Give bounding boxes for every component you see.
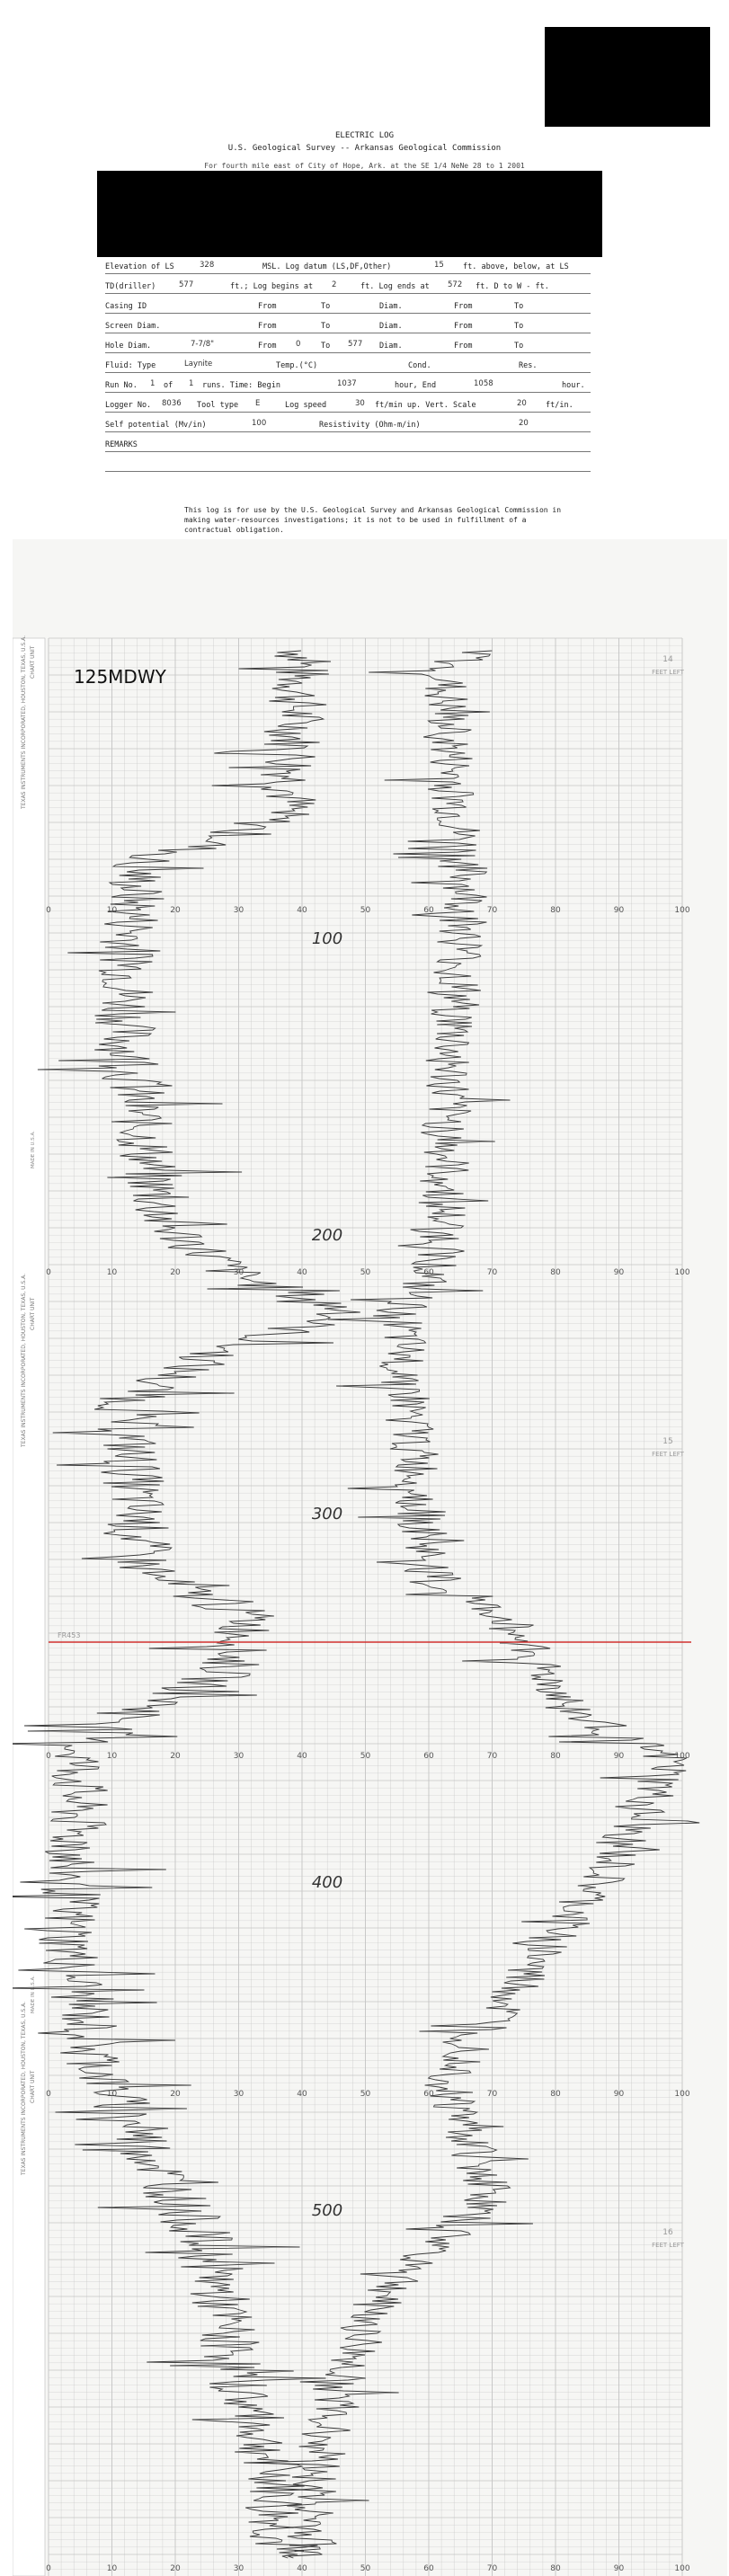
sp-value: 100	[252, 419, 267, 428]
scale-label: 70	[486, 1752, 498, 1761]
redaction-box-header	[97, 171, 602, 257]
brand-text: TEXAS INSTRUMENTS INCORPORATED, HOUSTON, TEXAS, U.S.A.	[21, 1274, 27, 1447]
form-row-logger	[105, 401, 591, 414]
of-label: of	[164, 381, 173, 390]
form-row-elevation	[105, 262, 591, 276]
temp-label: Temp.(°C)	[276, 361, 318, 370]
form-row-screen	[105, 322, 591, 335]
scale-label: 40	[297, 1752, 307, 1761]
screen-from2-label: From	[454, 322, 473, 331]
remarks-label: REMARKS	[105, 440, 138, 449]
hole-from-value: 0	[296, 340, 301, 349]
scale-label: 10	[106, 906, 118, 915]
scale-label: 90	[613, 906, 625, 915]
depth-label: 100	[311, 929, 343, 948]
scale-label: 40	[297, 906, 307, 915]
made-in-text: MADE IN U.S.A.	[31, 1976, 36, 2013]
scale-label: 0	[46, 2090, 51, 2099]
hole-to-label: To	[321, 342, 331, 351]
form-row-run	[105, 381, 591, 395]
run-label: Run No.	[105, 381, 138, 390]
depth-label: 300	[311, 1505, 343, 1523]
td-label: TD(driller)	[105, 282, 156, 291]
header-location: For fourth mile east of City of Hope, Ark. at the SE 1/4 NeNe 28 to 1 2001	[204, 162, 525, 170]
hole-to-value: 577	[348, 340, 363, 349]
resist-label: Resistivity (Ohm-m/in)	[319, 421, 421, 430]
hole-from2-label: From	[454, 342, 473, 351]
scale-label: 70	[486, 2090, 498, 2099]
scale-label: 70	[486, 906, 498, 915]
scale-label: 0	[46, 1752, 51, 1761]
scale-label: 40	[297, 2090, 307, 2099]
vscale-value: 20	[517, 399, 527, 408]
scale-label: 0	[46, 1268, 51, 1277]
speed-value: 30	[355, 399, 365, 408]
scale-label: 90	[613, 1268, 625, 1277]
scale-label: 70	[486, 2564, 498, 2573]
log-chart-strip	[13, 539, 727, 2576]
header-title: ELECTRIC LOG	[334, 131, 395, 140]
scale-label: 60	[423, 1268, 434, 1277]
scale-label: 100	[674, 2090, 690, 2099]
marker-text: FR453	[58, 1631, 81, 1639]
scale-label: 80	[550, 2090, 561, 2099]
usage-note: This log is for use by the U.S. Geological Survey and Arkansas Geological Commission in making water-resources investigations; it is not to be used in fulfillment of a contractual obligation.	[184, 506, 562, 534]
feet-left-number: 14	[662, 655, 673, 664]
speed-suffix: ft/min up. Vert. Scale	[375, 401, 476, 410]
screen-label: Screen Diam.	[105, 322, 161, 331]
runs-value: 1	[189, 379, 194, 388]
cond-label: Cond.	[408, 361, 431, 370]
scale-label: 20	[170, 906, 181, 915]
casing-to-label: To	[321, 302, 331, 311]
feet-left-label: FEET LEFT	[652, 2242, 684, 2249]
scale-label: 80	[550, 2564, 561, 2573]
brand-text: TEXAS INSTRUMENTS INCORPORATED, HOUSTON, TEXAS, U.S.A.	[21, 2002, 27, 2175]
scale-label: 100	[674, 2564, 690, 2573]
screen-to-label: To	[321, 322, 331, 331]
scale-label: 60	[423, 906, 434, 915]
hole-label: Hole Diam.	[105, 342, 152, 351]
td-value: 577	[179, 280, 194, 289]
scale-label: 30	[233, 1268, 244, 1277]
tool-label: Tool type	[197, 401, 239, 410]
brand-text: TEXAS INSTRUMENTS INCORPORATED, HOUSTON, TEXAS, U.S.A.	[21, 635, 27, 809]
datum-suffix: ft. above, below, at LS	[463, 262, 569, 271]
scale-label: 60	[423, 2564, 434, 2573]
scale-label: 20	[170, 2090, 181, 2099]
elevation-label: Elevation of LS	[105, 262, 174, 271]
scale-label: 30	[233, 906, 244, 915]
scale-label: 20	[170, 1752, 181, 1761]
scale-label: 100	[674, 1752, 690, 1761]
hole-value: 7-7/8"	[191, 340, 215, 349]
scale-label: 80	[550, 906, 561, 915]
form-row-fluid	[105, 361, 591, 375]
log-ends-suffix: ft. D to W - ft.	[476, 282, 549, 291]
scale-label: 50	[360, 2090, 371, 2099]
depth-label: 200	[311, 1226, 343, 1245]
runs-suffix: runs. Time: Begin	[202, 381, 280, 390]
scale-label: 40	[297, 2564, 307, 2573]
scale-label: 90	[613, 1752, 625, 1761]
scale-label: 50	[360, 2564, 371, 2573]
chart-unit-text: CHART UNIT	[30, 645, 36, 679]
casing-to2-label: To	[514, 302, 524, 311]
msl-label: MSL. Log datum (LS,DF,Other)	[262, 262, 392, 271]
screen-diam-label: Diam.	[379, 322, 403, 331]
end-label: hour, End	[395, 381, 437, 390]
made-in-text: MADE IN U.S.A.	[31, 1131, 36, 1168]
datum-value: 15	[434, 261, 444, 270]
hour-label: hour.	[562, 381, 585, 390]
feet-left-label: FEET LEFT	[652, 669, 684, 676]
scale-label: 60	[423, 1752, 434, 1761]
hole-to2-label: To	[514, 342, 524, 351]
hole-from-label: From	[258, 342, 277, 351]
form-row-remarks-2	[105, 460, 591, 474]
depth-label: 400	[311, 1873, 343, 1892]
screen-from-label: From	[258, 322, 277, 331]
feet-left-number: 16	[662, 2228, 673, 2237]
form-row-hole	[105, 342, 591, 355]
sp-label: Self potential (Mv/in)	[105, 421, 207, 430]
scale-label: 20	[170, 2564, 181, 2573]
scale-label: 50	[360, 906, 371, 915]
scale-label: 100	[674, 1268, 690, 1277]
vscale-suffix: ft/in.	[546, 401, 573, 410]
chart-unit-text: CHART UNIT	[30, 1297, 36, 1330]
scale-label: 20	[170, 1268, 181, 1277]
casing-label: Casing ID	[105, 302, 147, 311]
fluid-label: Fluid: Type	[105, 361, 156, 370]
log-ends-value: 572	[448, 280, 463, 289]
screen-to2-label: To	[514, 322, 524, 331]
log-header-form	[0, 0, 729, 539]
logger-value: 8036	[162, 399, 182, 408]
feet-left-label: FEET LEFT	[652, 1451, 684, 1458]
elevation-value: 328	[200, 261, 215, 270]
scale-label: 0	[46, 2564, 51, 2573]
scale-label: 10	[106, 1268, 118, 1277]
logger-label: Logger No.	[105, 401, 152, 410]
fluid-value: Laynite	[184, 360, 213, 369]
scale-label: 80	[550, 1752, 561, 1761]
depth-label: 500	[311, 2201, 343, 2220]
td-mid: ft.; Log begins at	[230, 282, 314, 291]
end-value: 1058	[474, 379, 493, 388]
casing-from2-label: From	[454, 302, 473, 311]
scale-label: 0	[46, 906, 51, 915]
form-row-sp	[105, 421, 591, 434]
scale-label: 30	[233, 1752, 244, 1761]
log-ends-label: ft. Log ends at	[360, 282, 430, 291]
scale-label: 70	[486, 1268, 498, 1277]
header-agency: U.S. Geological Survey -- Arkansas Geological Commission	[227, 144, 502, 153]
scale-label: 90	[613, 2564, 625, 2573]
scale-label: 10	[106, 2564, 118, 2573]
chart-margin	[13, 638, 45, 2576]
form-row-td	[105, 282, 591, 296]
scale-label: 30	[233, 2090, 244, 2099]
scale-label: 60	[423, 2090, 434, 2099]
scale-label: 40	[297, 1268, 307, 1277]
hole-diam-label: Diam.	[379, 342, 403, 351]
chart-unit-text: CHART UNIT	[30, 2070, 36, 2103]
casing-from-label: From	[258, 302, 277, 311]
resist-value: 20	[519, 419, 529, 428]
log-chart-svg	[13, 539, 727, 2576]
scale-label: 50	[360, 1268, 371, 1277]
scale-label: 30	[233, 2564, 244, 2573]
scale-label: 80	[550, 1268, 561, 1277]
begin-value: 1037	[337, 379, 357, 388]
form-row-remarks	[105, 440, 591, 454]
feet-left-number: 15	[662, 1437, 673, 1446]
form-row-casing	[105, 302, 591, 315]
sp-trace	[13, 651, 360, 2558]
scale-label: 90	[613, 2090, 625, 2099]
casing-diam-label: Diam.	[379, 302, 403, 311]
run-value: 1	[150, 379, 156, 388]
scale-label: 50	[360, 1752, 371, 1761]
scale-label: 10	[106, 1752, 118, 1761]
speed-label: Log speed	[285, 401, 327, 410]
res-label: Res.	[519, 361, 538, 370]
tool-value: E	[255, 399, 261, 408]
stamp-label: 125MDWY	[74, 666, 166, 688]
log-begins-value: 2	[332, 280, 337, 289]
scale-label: 10	[106, 2090, 118, 2099]
scale-label: 100	[674, 906, 690, 915]
